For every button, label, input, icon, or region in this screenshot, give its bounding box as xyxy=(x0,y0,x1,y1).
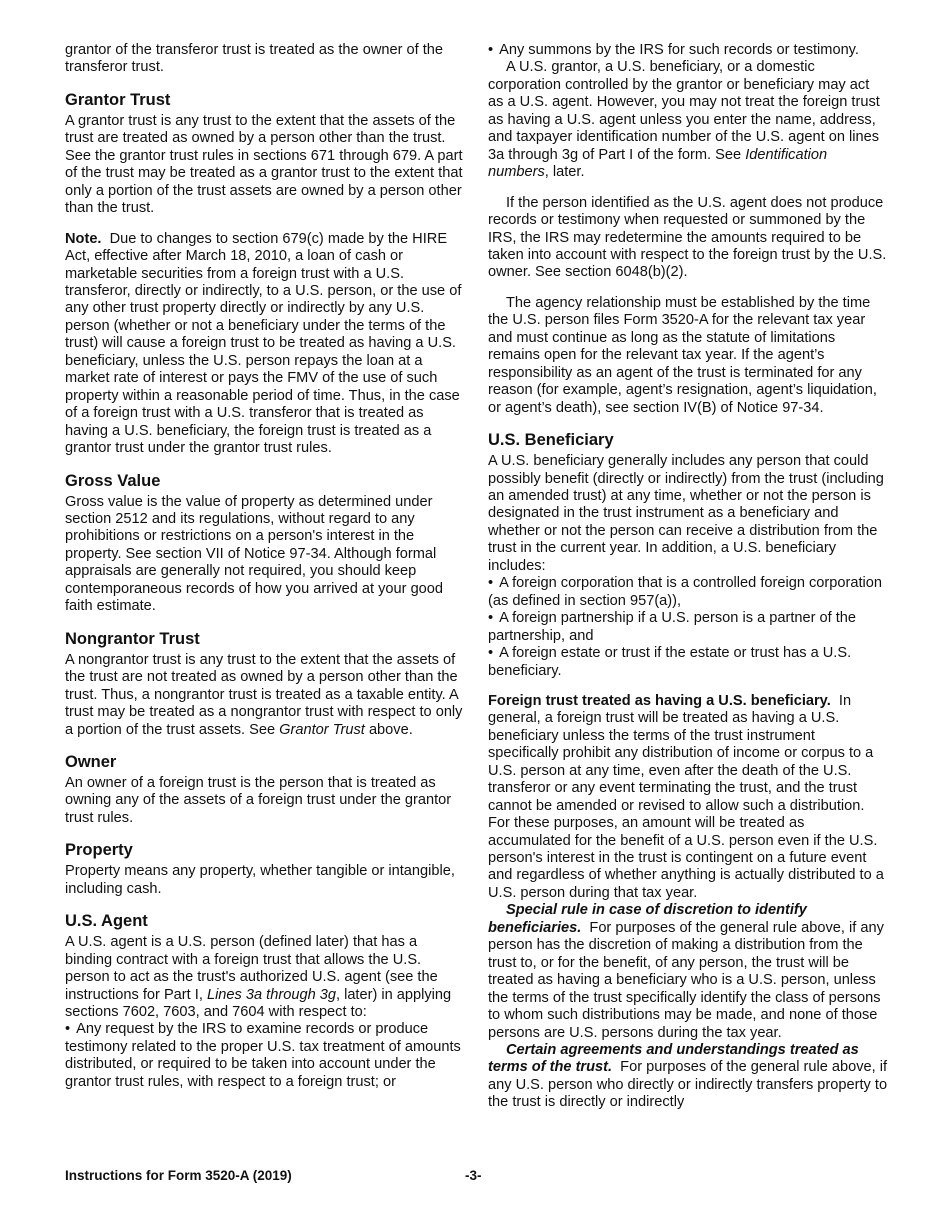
certain-agreements-paragraph xyxy=(488,1042,888,1112)
section-us-beneficiary xyxy=(488,430,888,680)
us-beneficiary-body: A U.S. beneficiary generally includes any person that could possibly benefit (directly or indirectly) from the trust (including an amended trust) at any time, whether or not the person is designated in the trust instrument as a beneficiary and whether or not the person can receive a distribution from the trust in the current year. In addition, a U.S. beneficiary includes: xyxy=(488,453,884,574)
special-rule-body: For purposes of the general rule above, if any person has the discretion of making a distribution from the trust to, or for the benefit, of any person, the trust will be treated as having a beneficiary who is a U.S. person, unless the terms of the trust specifically identify the class of persons to whom such distributions may be made, and none of those persons are U.S. persons during the tax year. xyxy=(488,919,884,1041)
lines-3a-ref: Lines 3a through 3g xyxy=(206,986,336,1003)
section-grantor-trust xyxy=(65,90,463,458)
nongrantor-tail: above. xyxy=(368,721,413,738)
identification-numbers-ref: Identification numbers xyxy=(488,146,828,181)
bullet-foreign-estate: • A foreign estate or trust if the estate or trust has a U.S. beneficiary. xyxy=(488,645,888,680)
nongrantor-trust-body xyxy=(65,652,463,739)
section-nongrantor-trust xyxy=(65,629,463,739)
heading-grantor-trust: Grantor Trust xyxy=(65,90,171,109)
heading-us-agent: U.S. Agent xyxy=(65,912,148,931)
note-body: Due to changes to section 679(c) made by the HIRE Act, effective after March 18, 2010, a loan of cash or marketable securities from a foreign trust with a U.S. transferor, directly or indirectly, to a U.S. person, or the use of any other trust property directly or indirectly by any U.S. person (whether or not a beneficiary under the terms of the trust) will cause a foreign trust to be treated as having a U.S. beneficiary, unless the U.S. person repays the loan at a market rate of interest or pays the FMV of the use of such property within a reasonable period of time. Thus, in the case of a foreign trust with a U.S. transferor that is treated as having a U.S. beneficiary, the foreign trust is treated as a grantor trust under the grantor trust rules. xyxy=(65,230,462,457)
p1-text-b: , later. xyxy=(544,164,585,181)
bullet-foreign-partnership: • A foreign partnership if a U.S. person is a partner of the partnership, and xyxy=(488,610,888,645)
special-rule-paragraph xyxy=(488,902,888,1042)
foreign-trust-paragraph xyxy=(488,693,888,902)
heading-property: Property xyxy=(65,841,133,860)
foreign-trust-label: Foreign trust treated as having a U.S. beneficiary. xyxy=(488,692,831,709)
footer-title: Instructions for Form 3520-A (2019) xyxy=(65,1168,292,1183)
bullet-irs-request: • Any request by the IRS to examine records or produce testimony related to the proper U.S. tax treatment of amounts distributed, or required to be taken into account under the grantor trust rules, with respect to a foreign trust; or xyxy=(65,1021,463,1091)
intro-paragraph: grantor of the transferor trust is treated as the owner of the transferor trust. xyxy=(65,42,444,76)
page-footer xyxy=(65,1168,888,1183)
nongrantor-text: A nongrantor trust is any trust to the extent that the assets of the trust are not treated as owned by a person other than the trust. Thus, a nongrantor trust is treated as a taxable entity. A trust may be treated as a nongrantor trust with respect to only a portion of the trust assets. See xyxy=(65,651,463,738)
heading-gross-value: Gross Value xyxy=(65,471,161,490)
note-paragraph xyxy=(65,231,463,458)
grantor-trust-ref: Grantor Trust xyxy=(279,721,365,738)
heading-us-beneficiary: U.S. Beneficiary xyxy=(488,431,614,450)
us-agent-paragraph-2: If the person identified as the U.S. agent does not produce records or testimony when requested or summoned by the IRS, the IRS may redetermine the amounts required to be taken into account with respect to the foreign trust by the U.S. owner. See section 6048(b)(2). xyxy=(488,194,887,281)
heading-owner: Owner xyxy=(65,752,117,771)
section-us-agent xyxy=(65,911,463,1091)
property-body: Property means any property, whether tangible or intangible, including cash. xyxy=(65,863,455,897)
p1-text-a: A U.S. grantor, a U.S. beneficiary, or a domestic corporation controlled by the grantor or beneficiary may act as a U.S. agent. However, you may not treat the foreign trust as having a U.S. agent unless you enter the name, address, and taxpayer identification number of the U.S. agent on lines 3a through 3g of Part I of the form. See xyxy=(488,59,880,163)
note-label: Note. xyxy=(65,230,102,247)
us-agent-paragraph-1 xyxy=(488,59,888,181)
us-agent-body xyxy=(65,934,463,1021)
us-agent-text-b: , later) in applying sections 7602, 7603, and 7604 with respect to: xyxy=(65,986,452,1021)
special-rule-label: Special rule in case of discretion to identify beneficiaries. xyxy=(488,902,807,936)
foreign-trust-body: In general, a foreign trust will be treated as having a U.S. beneficiary unless the terms of the trust instrument specifically prohibit any distribution of income or corpus to a U.S. person at any time, even after the death of the U.S. transferor or any event terminating the trust, and the trust cannot be amended or revised to allow such a distribution. For these purposes, an amount will be treated as accumulated for the benefit of a U.S. person even if the U.S. person's interest in the trust is contingent on a future event and regardless of whether anything is actually distributed to a U.S. person during that tax year. xyxy=(488,692,884,901)
bullet-foreign-corporation: • A foreign corporation that is a controlled foreign corporation (as defined in section 957(a)), xyxy=(488,575,888,610)
section-gross-value xyxy=(65,471,463,616)
section-owner xyxy=(65,752,463,827)
heading-nongrantor-trust: Nongrantor Trust xyxy=(65,629,200,648)
bullet-irs-summons: • Any summons by the IRS for such records or testimony. xyxy=(488,42,888,59)
right-column xyxy=(488,42,888,1112)
gross-value-body: Gross value is the value of property as determined under section 2512 and its regulations, without regard to any prohibitions or restrictions on a person's interest in the property. See section VII of Notice 97-34. Although formal appraisals are generally not required, you should keep contemporaneous records of how you arrived at your good faith estimate. xyxy=(65,493,444,615)
section-property xyxy=(65,840,463,898)
certain-agreements-label: Certain agreements and understandings treated as terms of the trust. xyxy=(488,1042,859,1076)
us-agent-text-a: A U.S. agent is a U.S. person (defined later) that has a binding contract with a foreign trust that allows the U.S. person to act as the trust's authorized U.S. agent (see the instructions for Part I, xyxy=(65,934,438,1003)
owner-body: An owner of a foreign trust is the person that is treated as owning any of the assets of a foreign trust under the grantor trust rules. xyxy=(65,774,452,826)
left-column xyxy=(65,42,463,1091)
page-number: -3- xyxy=(465,1168,482,1183)
certain-agreements-body: For purposes of the general rule above, if any U.S. person who directly or indirectly transfers property to the trust is directly or indirectly xyxy=(488,1059,888,1111)
us-agent-paragraph-3: The agency relationship must be established by the time the U.S. person files Form 3520-A for the relevant tax year and must continue as long as the statute of limitations remains open for the relevant tax year. If the agent’s responsibility as an agent of the trust is terminated for any reason (for example, agent’s resignation, agent’s liquidation, or agent’s death), see section IV(B) of Notice 97-34. xyxy=(488,294,877,416)
grantor-trust-body: A grantor trust is any trust to the extent that the assets of the trust are treated as owned by a person other than the trust. See the grantor trust rules in sections 671 through 679. A part of the trust may be treated as a grantor trust to the extent that only a portion of the trust assets are owned by a person other than the trust. xyxy=(65,112,463,217)
